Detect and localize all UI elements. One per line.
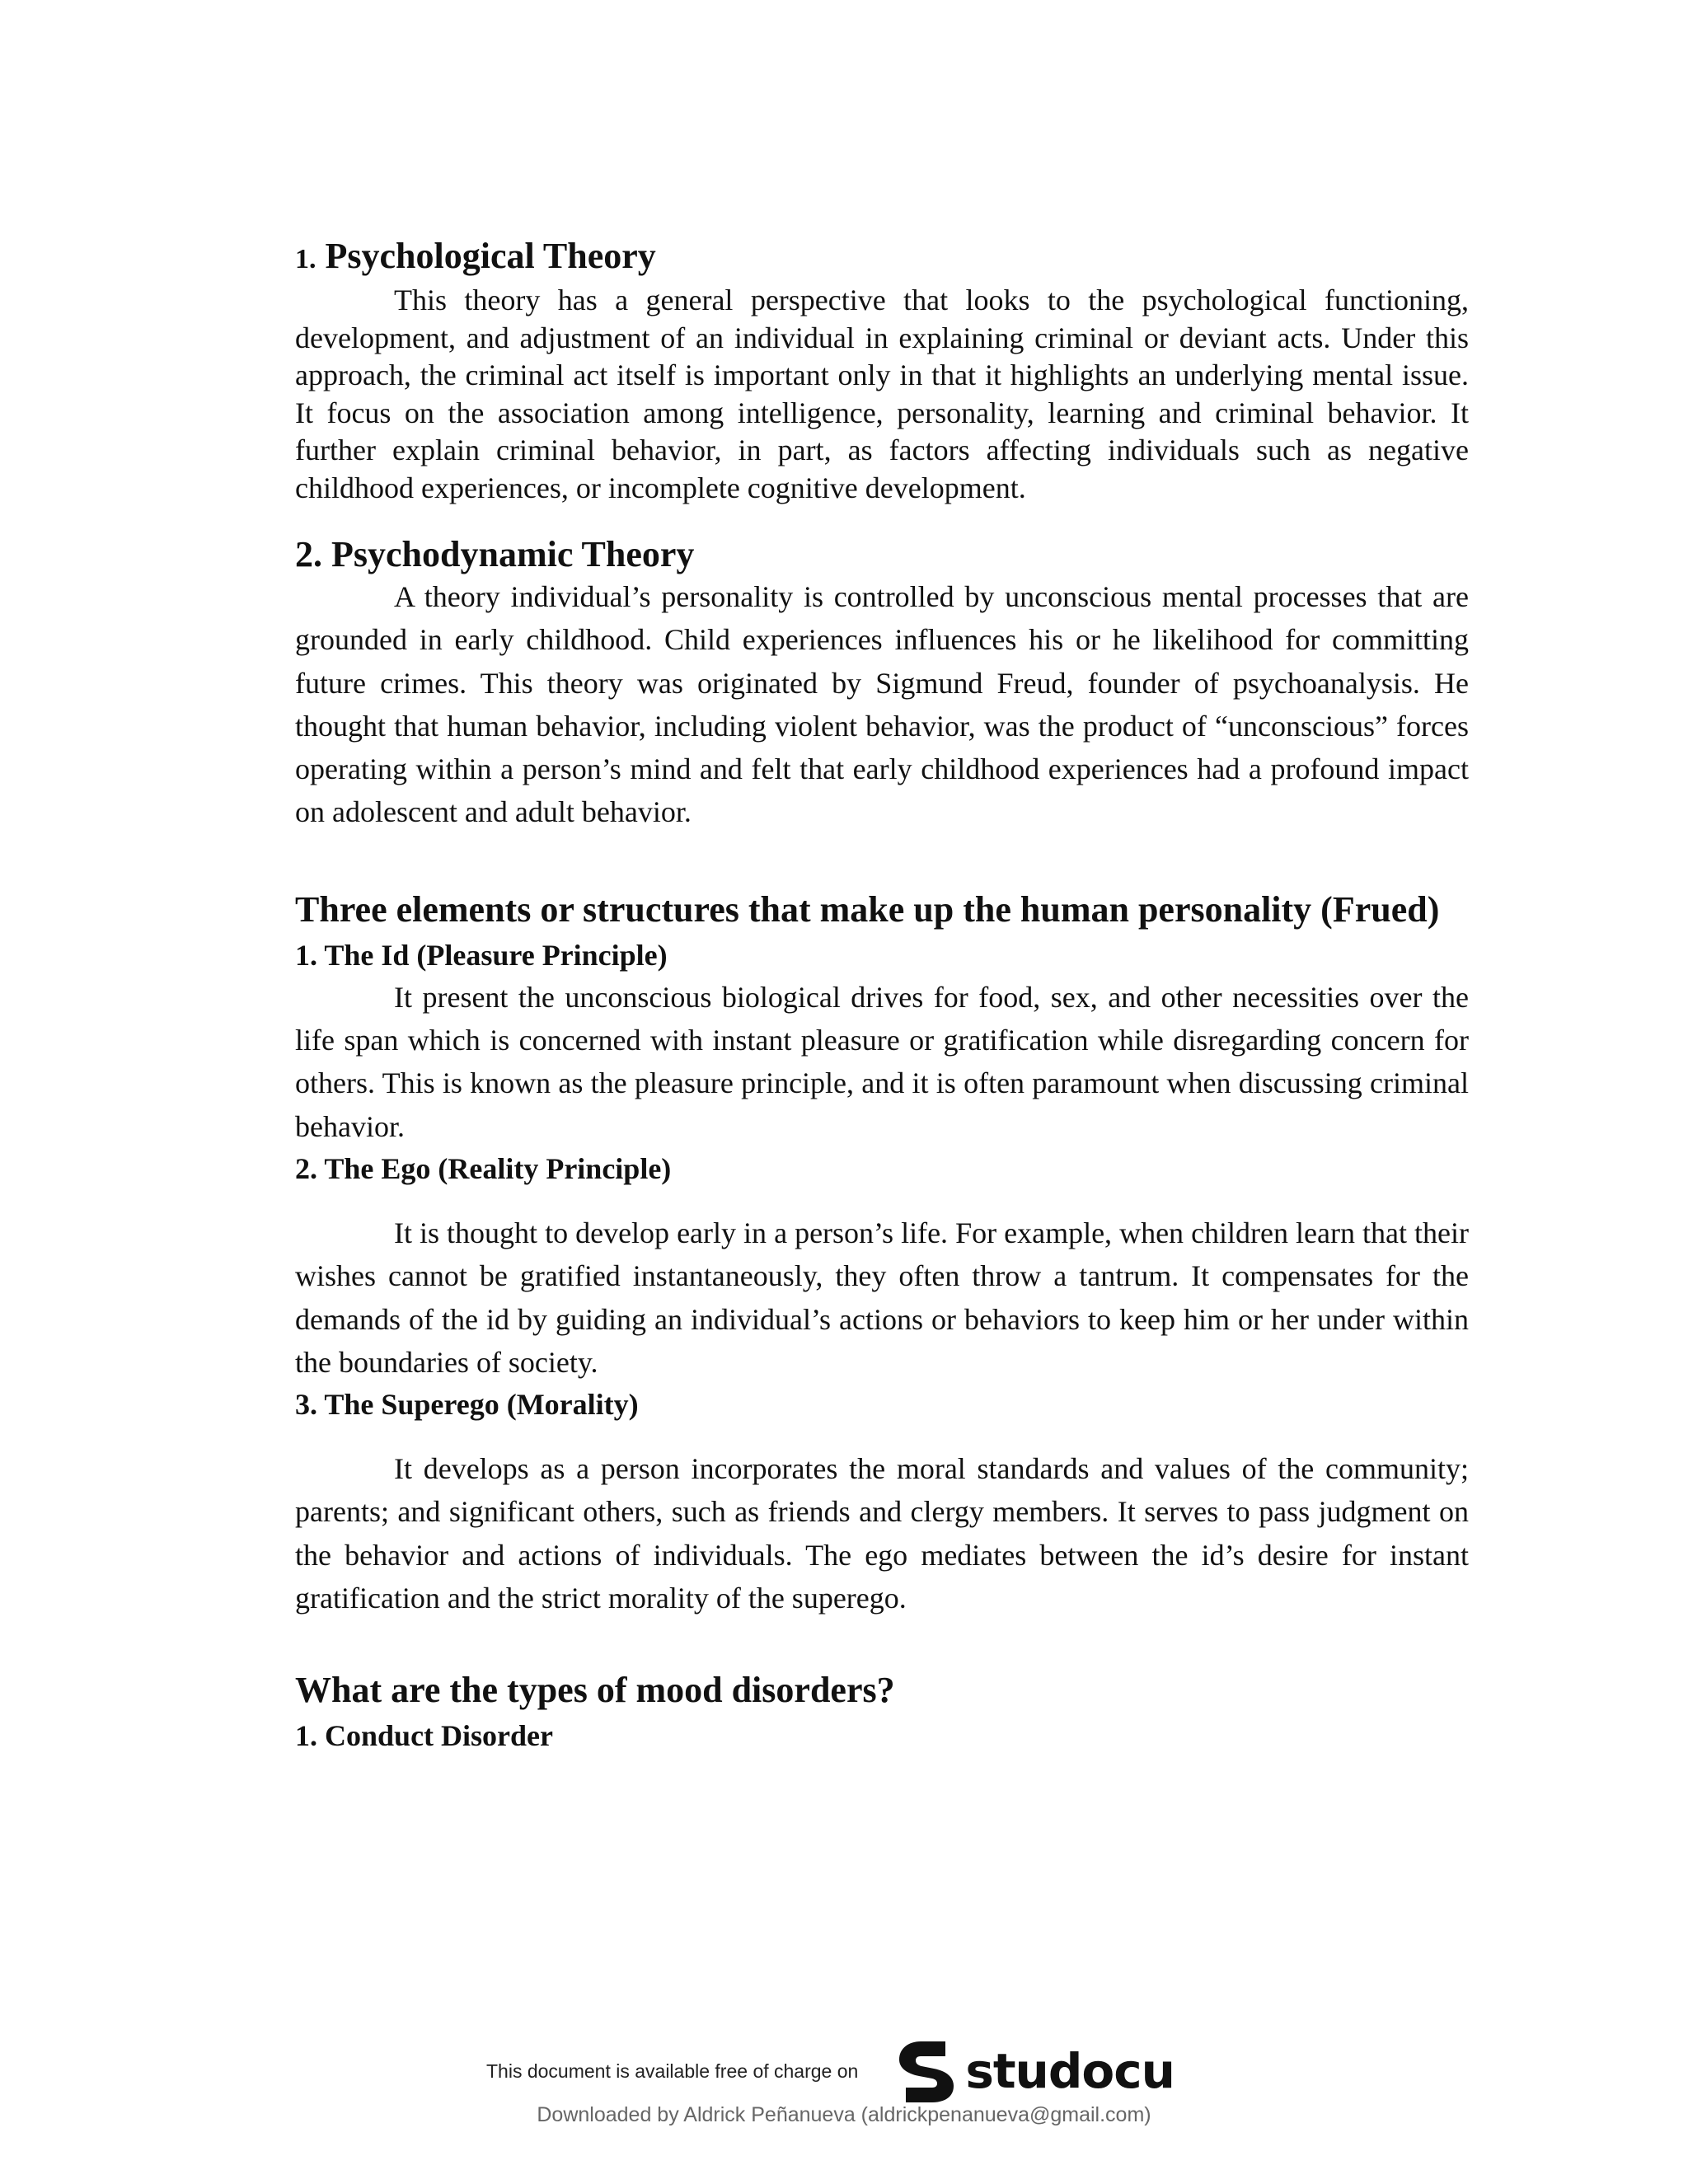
three-elements-heading: Three elements or structures that make up the human personality (Frued) bbox=[295, 888, 1440, 930]
ego-paragraph: It is thought to develop early in a person’s life. For example, when children learn that their wishes cannot be gratified instantaneously, they often throw a tantrum. It compensates for the demands of the id by guiding an individual’s actions or behaviors to keep him or her under within the boundaries of society. bbox=[295, 1216, 1469, 1379]
superego-paragraph: It develops as a person incorporates the moral standards and values of the community; parents; and significant others, such as friends and clergy members. It serves to pass judgment on the behavior and actions of individuals. The ego mediates between the id’s desire for instant gratification and the strict morality of the superego. bbox=[295, 1452, 1469, 1615]
conduct-disorder-heading: 1. Conduct Disorder bbox=[295, 1719, 553, 1753]
section-title-text: Psychological Theory bbox=[325, 236, 656, 276]
studocu-footer bbox=[486, 2034, 1195, 2108]
studocu-logo-text[interactable]: studocu bbox=[965, 2043, 1175, 2099]
downloaded-by-notice: Downloaded by Aldrick Peñanueva (aldrickpenanueva@gmail.com) bbox=[537, 2103, 1151, 2126]
psychological-theory-paragraph: This theory has a general perspective that looks to the psychological functioning, development, and adjustment of an individual in explaining criminal or deviant acts. Under this approach, the criminal act itself is important only in that it highlights an underlying mental issue. It focus on the association among intelligence, personality, learning and criminal behavior. It further explain criminal behavior, in part, as factors affecting individuals such as negative childhood experiences, or incomplete cognitive development. bbox=[295, 284, 1469, 504]
id-paragraph: It present the unconscious biological drives for food, sex, and other necessities over the life span which is concerned with instant pleasure or gratification while disregarding concern for others. This is known as the pleasure principle, and it is often paramount when discussing criminal behavior. bbox=[295, 980, 1469, 1143]
section-title-psychological-theory bbox=[295, 236, 1469, 280]
studocu-logo-icon[interactable] bbox=[894, 2038, 959, 2104]
document-body bbox=[295, 236, 1469, 1756]
psychodynamic-theory-paragraph: A theory individual’s personality is controlled by unconscious mental processes that are grounded in early childhood. Child experiences influences his or he likelihood for committing future crimes. This theory was originated by Sigmund Freud, founder of psychoanalysis. He thought that human behavior, including violent behavior, was the product of “unconscious” forces operating within a person’s mind and felt that early childhood experiences had a profound impact on adolescent and adult behavior. bbox=[295, 580, 1469, 829]
section-title-psychodynamic-theory: 2. Psychodynamic Theory bbox=[295, 534, 695, 574]
ego-heading: 2. The Ego (Reality Principle) bbox=[295, 1151, 672, 1185]
section-number: 1. bbox=[295, 244, 316, 274]
mood-disorders-heading: What are the types of mood disorders? bbox=[295, 1670, 895, 1711]
footer-note: This document is available free of charge on bbox=[486, 2060, 859, 2082]
id-heading: 1. The Id (Pleasure Principle) bbox=[295, 938, 668, 972]
superego-heading: 3. The Superego (Morality) bbox=[295, 1388, 639, 1422]
